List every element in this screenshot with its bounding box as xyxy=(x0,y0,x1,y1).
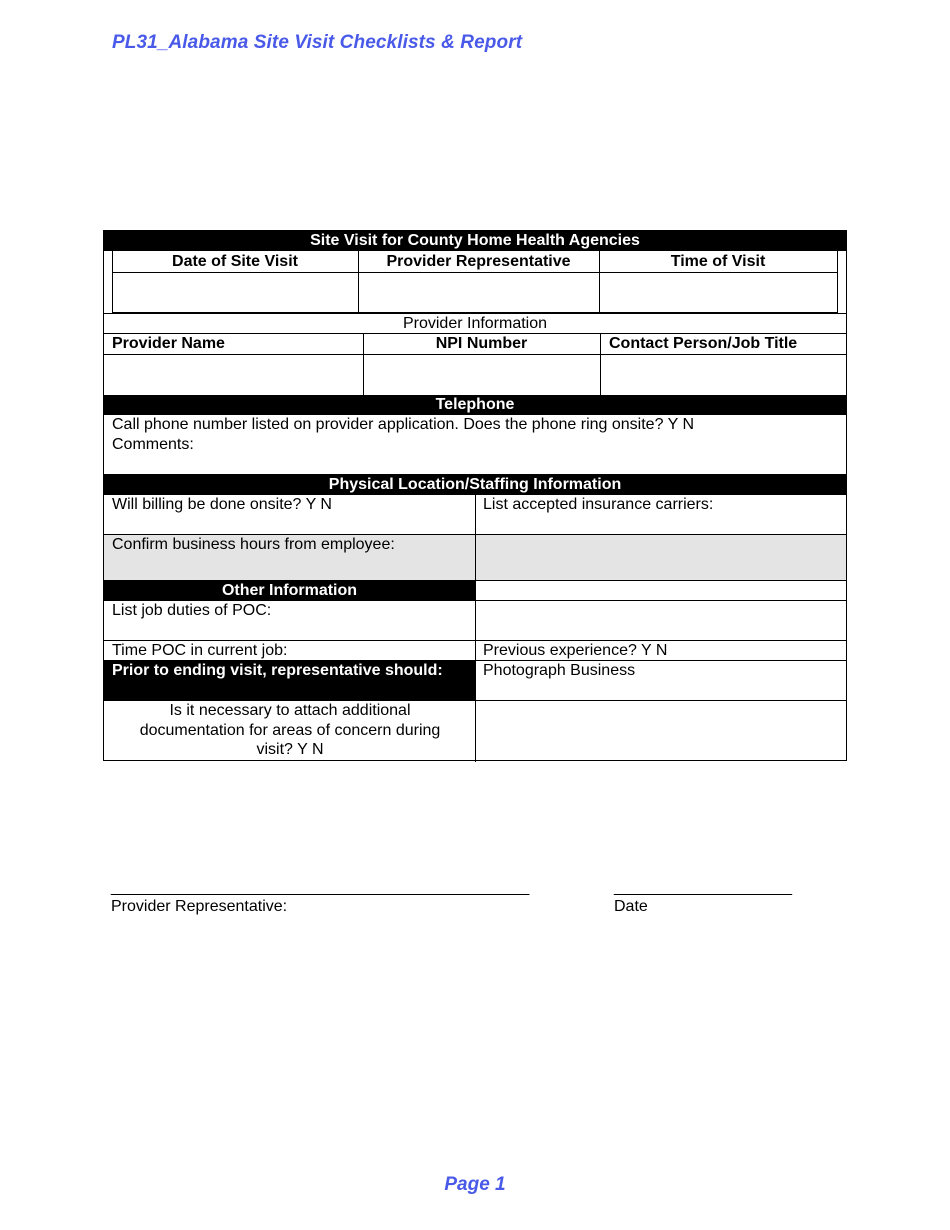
provider-information-label: Provider Information xyxy=(402,315,548,332)
site-visit-form xyxy=(103,230,847,761)
date-of-site-visit-field[interactable] xyxy=(113,273,358,312)
provider-representative-field[interactable] xyxy=(359,273,599,312)
representative-signature-label: Provider Representative: xyxy=(111,898,288,915)
provider-representative-header: Provider Representative xyxy=(386,253,571,270)
time-of-visit-header: Time of Visit xyxy=(670,253,766,270)
other-information-heading: Other Information xyxy=(104,581,475,601)
time-poc-label: Time POC in current job: xyxy=(112,642,288,659)
document-title: PL31_Alabama Site Visit Checklists & Report xyxy=(112,32,523,53)
ending-visit-heading: Prior to ending visit, representative should: xyxy=(104,661,475,700)
telephone-heading: Telephone xyxy=(104,395,846,415)
form-title: Site Visit for County Home Health Agencies xyxy=(104,231,846,251)
page-number: Page 1 xyxy=(444,1174,506,1195)
business-hours-answer-cell[interactable] xyxy=(476,535,846,580)
business-hours-label: Confirm business hours from employee: xyxy=(112,536,395,553)
time-of-visit-field[interactable] xyxy=(600,273,837,312)
date-label: Date xyxy=(614,898,648,915)
contact-person-header: Contact Person/Job Title xyxy=(609,335,798,352)
job-duties-label: List job duties of POC: xyxy=(112,602,272,619)
npi-number-header: NPI Number xyxy=(435,335,528,352)
insurance-carriers-label: List accepted insurance carriers: xyxy=(483,496,714,513)
telephone-comments-label: Comments: xyxy=(112,436,194,453)
npi-number-field[interactable] xyxy=(364,355,600,394)
attach-documentation-question: Is it necessary to attach additional documentation for areas of concern during visit? Y N xyxy=(139,702,441,758)
billing-onsite-question: Will billing be done onsite? Y N xyxy=(112,496,332,513)
previous-experience-question: Previous experience? Y N xyxy=(483,642,668,659)
representative-signature-line: _______________________________________________ xyxy=(111,879,530,896)
date-of-site-visit-header: Date of Site Visit xyxy=(172,253,298,270)
physical-location-heading: Physical Location/Staffing Information xyxy=(104,475,846,495)
provider-name-field[interactable] xyxy=(104,355,363,394)
telephone-question: Call phone number listed on provider application. Does the phone ring onsite? Y N xyxy=(112,416,694,433)
photograph-business-label: Photograph Business xyxy=(483,662,636,679)
provider-name-header: Provider Name xyxy=(112,335,225,352)
date-signature-line: ____________________ xyxy=(614,879,792,896)
contact-person-field[interactable] xyxy=(601,355,846,394)
